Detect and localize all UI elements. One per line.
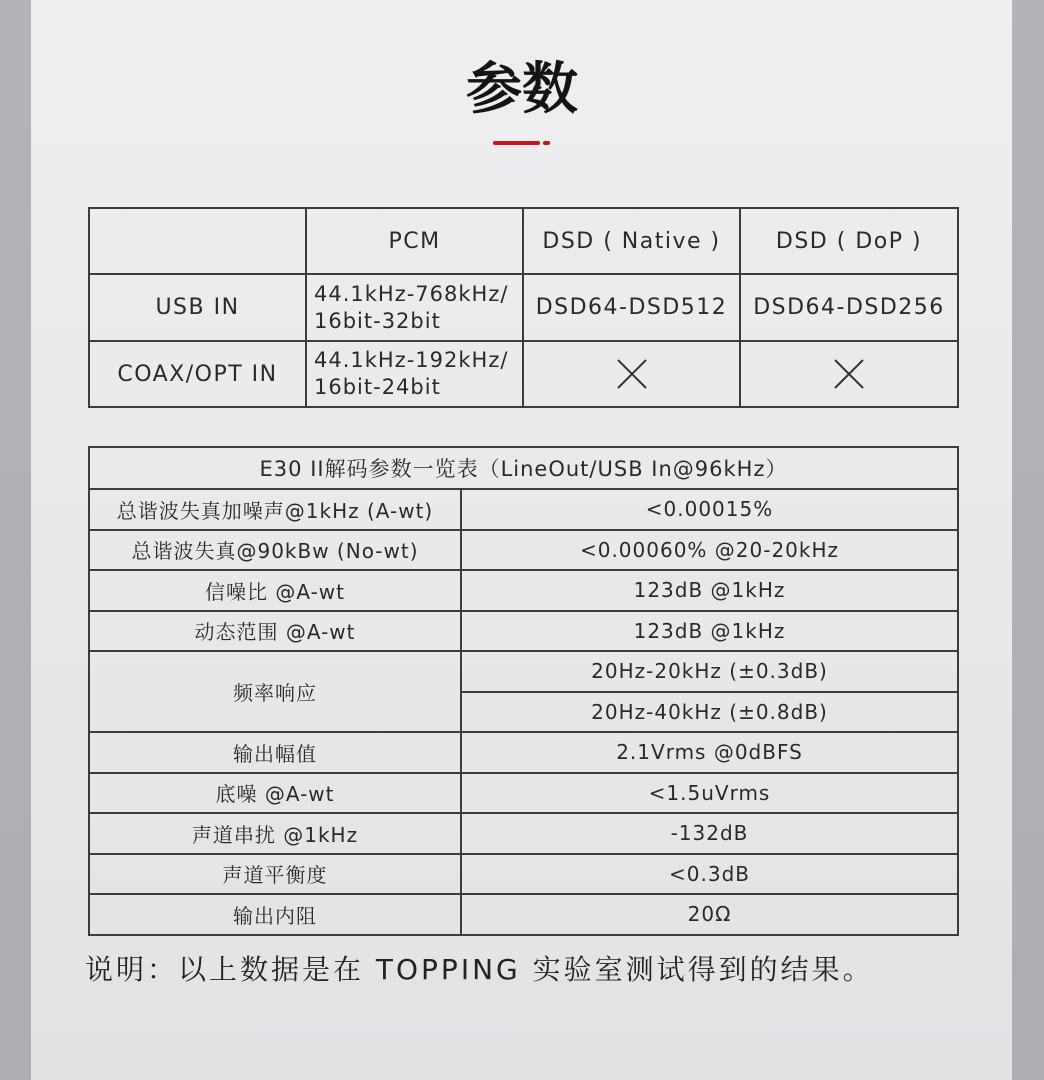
table-row <box>89 274 958 341</box>
table-row <box>89 773 958 814</box>
pcm-cell <box>306 341 523 407</box>
spec-table-caption: E30 II解码参数一览表（LineOut/USB In@96kHz） <box>89 447 958 489</box>
param-label: 信噪比 @A-wt <box>89 570 461 611</box>
table-row <box>89 651 958 692</box>
cross-icon <box>616 358 648 390</box>
param-value: 2.1Vrms @0dBFS <box>461 732 958 773</box>
param-value: <0.3dB <box>461 854 958 895</box>
table-row <box>89 570 958 611</box>
header-corner-cell <box>89 208 306 274</box>
input-label: COAX/OPT IN <box>89 341 306 407</box>
input-label: USB IN <box>89 274 306 341</box>
param-value: 20Hz-20kHz (±0.3dB) <box>461 651 958 692</box>
format-support-table <box>88 207 959 408</box>
pcm-cell <box>306 274 523 341</box>
header-dsd-dop: DSD ( DoP ) <box>740 208 958 274</box>
pcm-bits: 16bit-24bit <box>314 375 441 399</box>
dsd-native-cell: DSD64-DSD512 <box>523 274 740 341</box>
spec-table-caption-row <box>89 447 958 489</box>
footnote: 说明：以上数据是在 TOPPING 实验室测试得到的结果。 <box>85 953 874 986</box>
table-row <box>89 813 958 854</box>
param-value: <1.5uVrms <box>461 773 958 814</box>
param-label: 底噪 @A-wt <box>89 773 461 814</box>
table-row <box>89 611 958 652</box>
table-row <box>89 530 958 571</box>
spec-table <box>88 446 959 936</box>
table-row <box>89 489 958 530</box>
param-value: 123dB @1kHz <box>461 570 958 611</box>
table-row <box>89 894 958 935</box>
title-underline <box>493 141 540 145</box>
pcm-rate: 44.1kHz-768kHz/ <box>314 281 509 306</box>
param-value: <0.00015% <box>461 489 958 530</box>
header-dsd-native: DSD ( Native ) <box>523 208 740 274</box>
dsd-dop-cell: DSD64-DSD256 <box>740 274 958 341</box>
param-label: 声道串扰 @1kHz <box>89 813 461 854</box>
param-value: <0.00060% @20-20kHz <box>461 530 958 571</box>
param-label: 频率响应 <box>89 651 461 732</box>
dsd-native-cell <box>523 341 740 407</box>
pcm-rate: 44.1kHz-192kHz/ <box>314 348 509 372</box>
table-header-row <box>89 208 958 274</box>
header-pcm: PCM <box>306 208 523 274</box>
param-label: 输出内阻 <box>89 894 461 935</box>
param-label: 总谐波失真加噪声@1kHz (A-wt) <box>89 489 461 530</box>
title-underline-dash <box>543 141 550 145</box>
param-value: 20Hz-40kHz (±0.8dB) <box>461 692 958 733</box>
table-row <box>89 854 958 895</box>
dsd-dop-cell <box>740 341 958 407</box>
table-row <box>89 732 958 773</box>
param-value: 123dB @1kHz <box>461 611 958 652</box>
pcm-bits: 16bit-32bit <box>314 308 441 333</box>
param-value: -132dB <box>461 813 958 854</box>
cross-icon <box>833 358 865 390</box>
table-row <box>89 341 958 407</box>
param-label: 声道平衡度 <box>89 854 461 895</box>
page-title: 参数 <box>466 57 578 122</box>
param-label: 输出幅值 <box>89 732 461 773</box>
param-value: 20Ω <box>461 894 958 935</box>
param-label: 总谐波失真@90kBw (No-wt) <box>89 530 461 571</box>
param-label: 动态范围 @A-wt <box>89 611 461 652</box>
